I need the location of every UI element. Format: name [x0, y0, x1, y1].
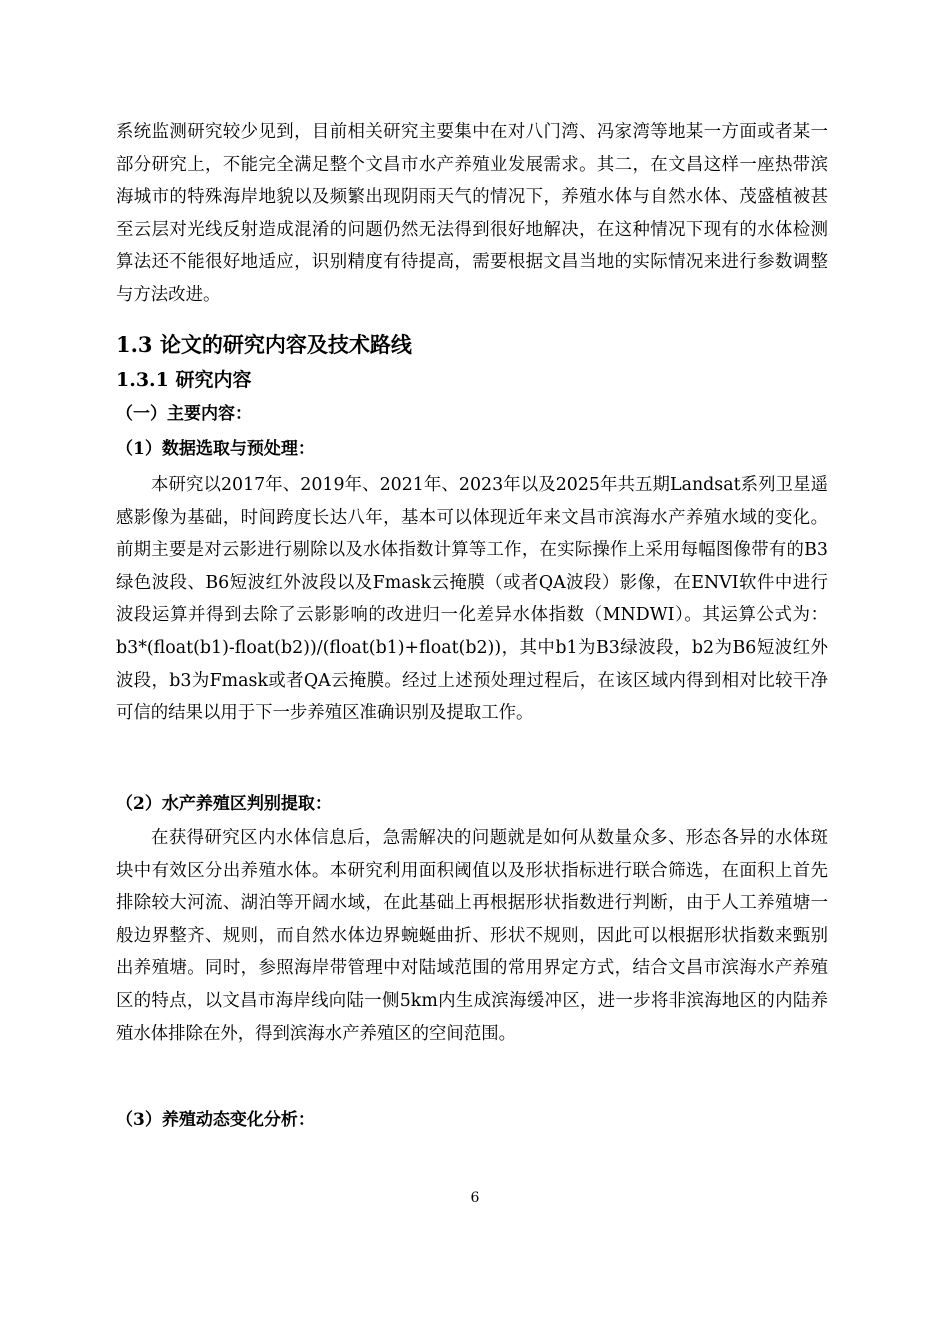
paragraph-data-preprocessing: 本研究以2017年、2019年、2021年、2023年以及2025年共五期Landsat系列卫星遥感影像为基础，时间跨度长达八年，基本可以体现近年来文昌市滨海水产养殖水域的变化。前期主要是对云影进行剔除以及水体指数计算等工作，在实际操作上采用每幅图像带有的B3绿色波段、B6短波红外波段以及Fmask云掩膜（或者QA波段）影像，在ENVI软件中进行波段运算并得到去除了云影影响的改进归一化差异水体指数（MNDWI）。其运算公式为：b3*(float(b1)-float(b2))/(float(b1)+float(b2))，其中b1为B3绿波段，b2为B6短波红外波段，b3为Fmask或者QA云掩膜。经过上述预处理过程后，在该区域内得到相对比较干净可信的结果以用于下一步养殖区准确识别及提取工作。	[116, 475, 828, 724]
heading-data-preprocessing: （1）数据选取与预处理：	[116, 439, 315, 459]
heading-aquaculture-extraction: （2）水产养殖区判别提取：	[116, 794, 332, 814]
subsection-heading-1-3-1: 1.3.1 研究内容	[116, 369, 252, 391]
heading-dynamic-change-analysis: （3）养殖动态变化分析：	[116, 1110, 315, 1130]
section-heading-1-3: 1.3 论文的研究内容及技术路线	[116, 332, 412, 357]
heading-main-content: （一）主要内容：	[116, 404, 252, 424]
page-number: 6	[470, 1190, 480, 1206]
paragraph-intro-continuation: 系统监测研究较少见到，目前相关研究主要集中在对八门湾、冯家湾等地某一方面或者某一部分研究上，不能完全满足整个文昌市水产养殖业发展需求。其二，在文昌这样一座热带滨海城市的特殊海岸地貌以及频繁出现阴雨天气的情况下，养殖水体与自然水体、茂盛植被甚至云层对光线反射造成混淆的问题仍然无法得到很好地解决，在这种情况下现有的水体检测算法还不能很好地适应，识别精度有待提高，需要根据文昌当地的实际情况来进行参数调整与方法改进。	[116, 122, 828, 305]
paragraph-aquaculture-extraction: 在获得研究区内水体信息后，急需解决的问题就是如何从数量众多、形态各异的水体斑块中有效区分出养殖水体。本研究利用面积阈值以及形状指标进行联合筛选，在面积上首先排除较大河流、湖泊等开阔水域，在此基础上再根据形状指数进行判断，由于人工养殖塘一般边界整齐、规则，而自然水体边界蜿蜒曲折、形状不规则，因此可以根据形状指数来甄别出养殖塘。同时，参照海岸带管理中对陆域范围的常用界定方式，结合文昌市滨海水产养殖区的特点，以文昌市海岸线向陆一侧5km内生成滨海缓冲区，进一步将非滨海地区的内陆养殖水体排除在外，得到滨海水产养殖区的空间范围。	[116, 828, 828, 1044]
